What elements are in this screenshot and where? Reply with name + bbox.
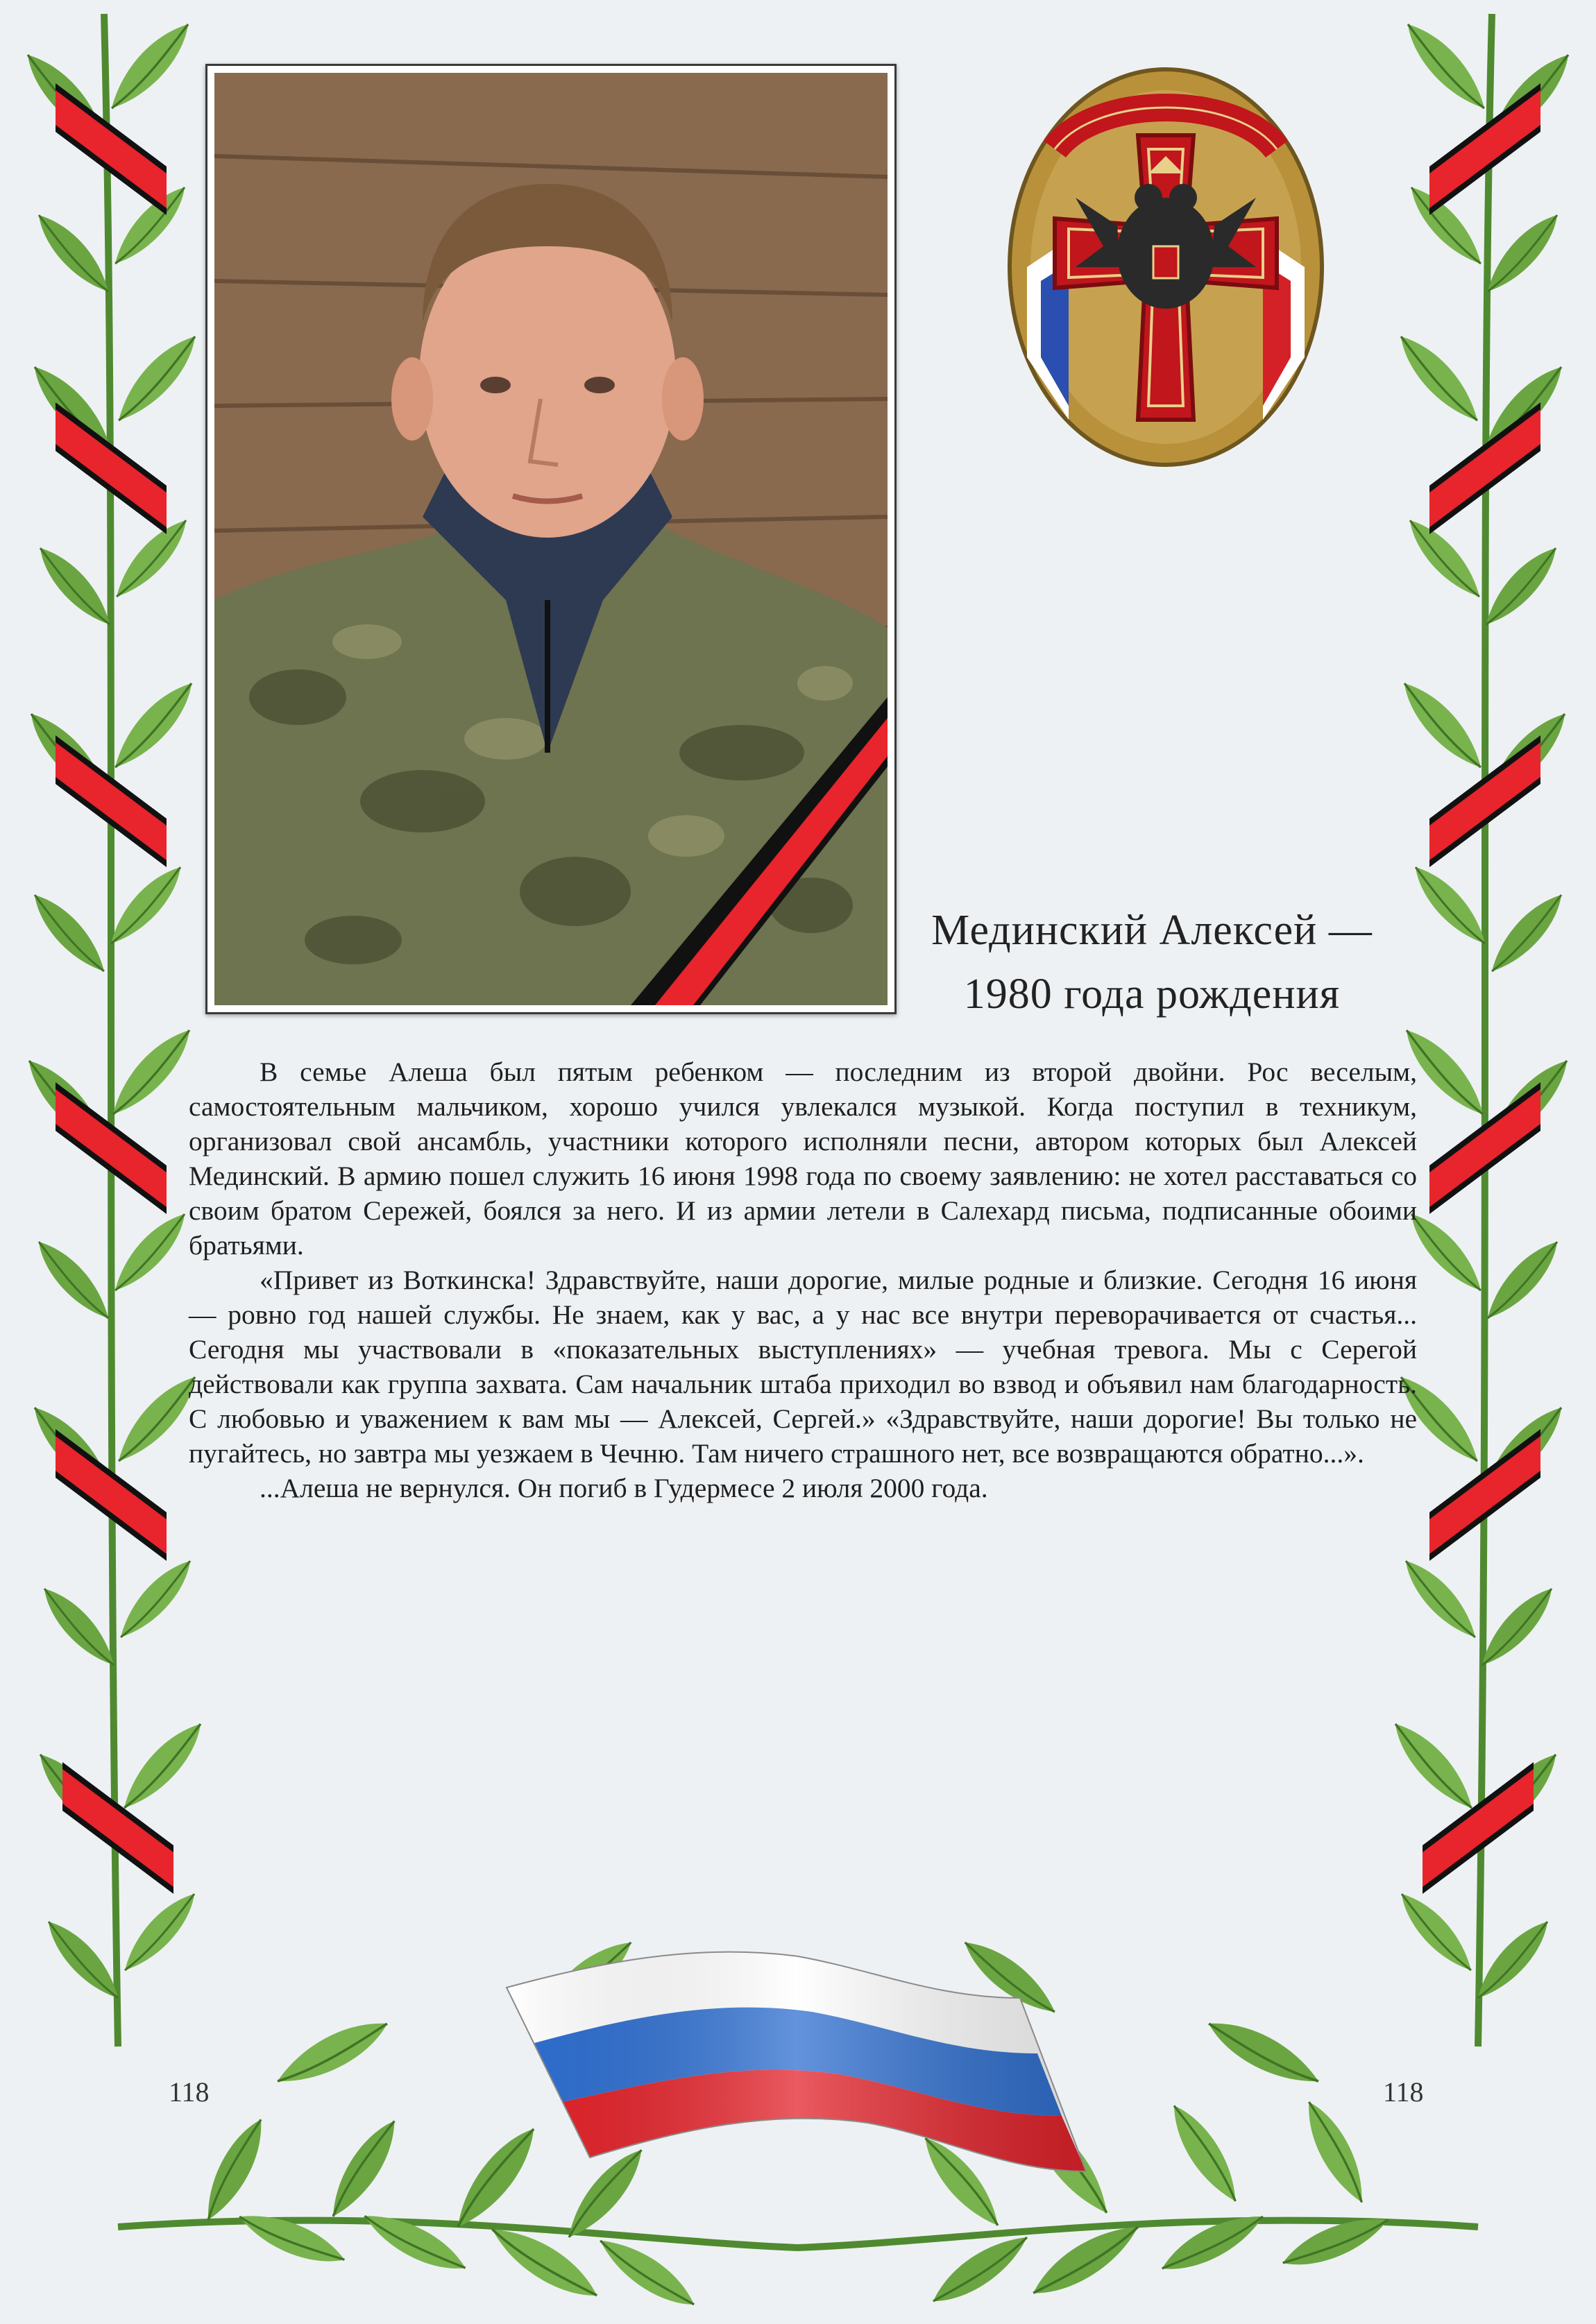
paragraph-letter: «Привет из Воткинска! Здравствуйте, наши дорогие, милые родные и близкие. Сегодня 16 июня — ровно год нашей службы. Не знаем, как у вас, а у нас все внутри переворачивается от счастья... Сегодня мы участвовали в «показательных выступлениях» — учебная тревога. Мы с Серегой действовали как группа захвата. Сам начальник штаба приходил во взвод и объявил нам благодарность. С любовью и уважением к вам мы — Алексей, Сергей.» «Здравствуйте, наши дорогие! Вы только не пугайтесь, но завтра мы уезжаем в Чечню. Там ничего страшного нет, все возвращаются обратно...».: [189, 1265, 1417, 1469]
combat-badge-icon: [999, 59, 1332, 475]
page-number-left: 118: [169, 2076, 210, 2108]
biography-text: [189, 1054, 1417, 1505]
page-number-right: 118: [1383, 2076, 1424, 2108]
soldier-photo: [205, 64, 897, 1014]
birth-year: 1980 года рождения: [963, 971, 1341, 1018]
left-laurel-branch: [28, 14, 201, 2047]
soldier-name: Мединский Алексей —: [931, 907, 1373, 954]
paragraph-family: В семье Алеша был пятым ребенком — последним из второй двойни. Рос веселым, самостоятельным мальчиком, хорошо учился увлекался музыкой. Когда поступил в техникум, организовал свой ансамбль, участники которого исполняли песни, автором которых был Алексей Мединский. В армию пошел служить 16 июня 1998 года по своему заявлению: не хотел расставаться со своим братом Сережей, боялся за него. И из армии летели в Салехард письма, подписанные обоими братьями.: [189, 1057, 1417, 1261]
paragraph-death: ...Алеша не вернулся. Он погиб в Гудермесе 2 июля 2000 года.: [260, 1473, 988, 1503]
right-laurel-branch: [1395, 14, 1568, 2047]
page-title: [888, 898, 1416, 1026]
